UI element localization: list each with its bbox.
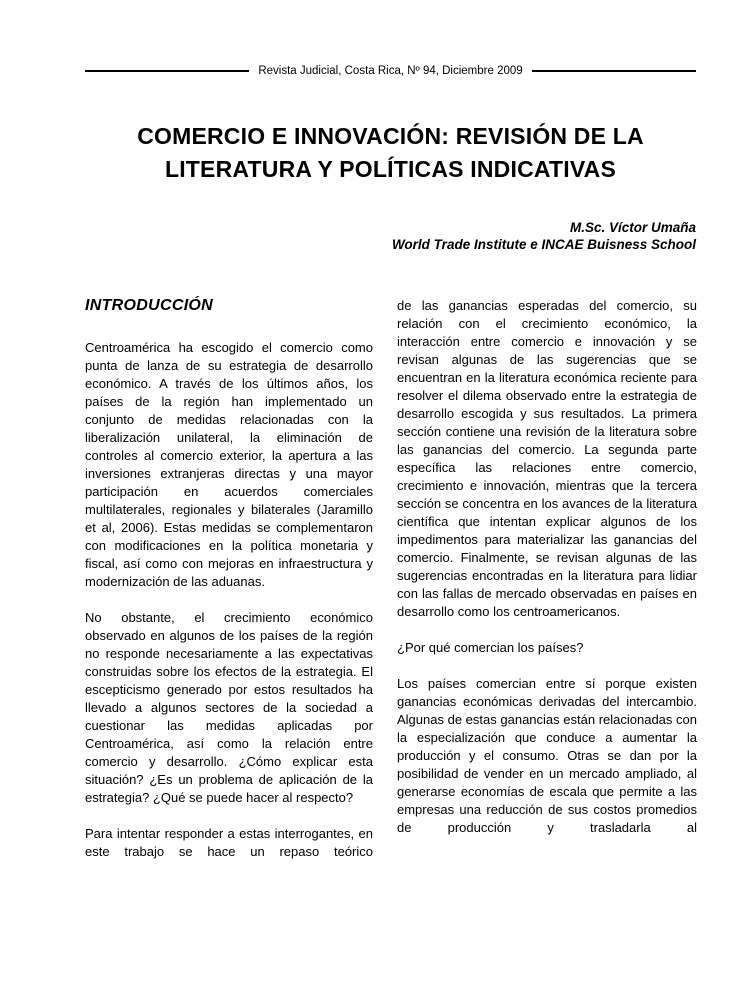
left-column: [85, 297, 373, 879]
running-head-rule-left: [85, 70, 249, 72]
paragraph: Centroamérica ha escogido el comercio como punta de lanza de su estrategia de desarrollo económico. A través de los últimos años, los países de la región han implementado un conjunto de medidas relacionadas con la liberalización unilateral, la eliminación de controles al comercio exterior, la apertura a las inversiones extranjeras directas y una mayor participación en acuerdos comerciales multilaterales, regionales y bilaterales (Jaramillo et al, 2006). Estas medidas se complementaron con modificaciones en la política monetaria y fiscal, así como con mejoras en infraestructura y modernización de las aduanas.: [85, 340, 373, 589]
author-name: M.Sc. Víctor Umaña: [569, 220, 696, 235]
running-head: [85, 64, 696, 78]
paragraph: Los países comercian entre sí porque existen ganancias económicas derivadas del intercambio. Algunas de estas ganancias están relacionadas con la especialización que conduce a aumentar la producción y el consumo. Otras se dan por la posibilidad de vender en un mercado ampliado, al generarse economías de escala que permite a las empresas una reducción de sus costos promedios de producción y trasladarla al: [397, 676, 697, 835]
article-title-line-1: COMERCIO E INNOVACIÓN: REVISIÓN DE LA: [137, 123, 644, 149]
article-title-line-2: LITERATURA Y POLÍTICAS INDICATIVAS: [164, 156, 617, 182]
right-column: [397, 297, 697, 879]
author-block: [85, 219, 696, 253]
author-affiliation: World Trade Institute e INCAE Buisness School: [391, 237, 696, 252]
paragraph: de las ganancias esperadas del comercio, su relación con el crecimiento económico, la interacción entre comercio e innovación y se revisan algunas de las sugerencias que se encuentran en la literatura económica reciente para resolver el dilema observado entre la estrategia de desarrollo escogida y sus resultados. La primera sección contiene una revisión de la literatura sobre las ganancias del comercio. La segunda parte específica las relaciones entre comercio, crecimiento e innovación, mientras que la tercera sección se concentra en los avances de la literatura científica que intentan explicar algunos de los impedimentos para materializar las ganancias del comercio. Finalmente, se revisan algunas de las sugerencias encontradas en la literatura para lidiar con las fallas de mercado observadas en países en desarrollo como los centroamericanos.: [397, 298, 697, 619]
running-head-rule-right: [532, 70, 696, 72]
subsection-question: ¿Por qué comercian los países?: [397, 640, 584, 655]
paragraph: Para intentar responder a estas interrogantes, en este trabajo se hace un repaso teórico: [85, 826, 373, 859]
article-title: [85, 120, 696, 186]
paragraph: No obstante, el crecimiento económico observado en algunos de los países de la región no responde necesariamente a las expectativas construidas sobre los efectos de la estrategia. El escepticismo generado por estos resultados ha llevado a algunos sectores de la sociedad a cuestionar las medidas aplicadas por Centroamérica, así como la relación entre comercio y desarrollo. ¿Cómo explicar esta situación? ¿Es un problema de aplicación de la estrategia? ¿Qué se puede hacer al respecto?: [85, 610, 373, 805]
section-heading-introduccion: INTRODUCCIÓN: [85, 297, 214, 314]
article-body: [85, 297, 696, 879]
running-head-text: Revista Judicial, Costa Rica, Nº 94, Diciembre 2009: [258, 65, 523, 77]
